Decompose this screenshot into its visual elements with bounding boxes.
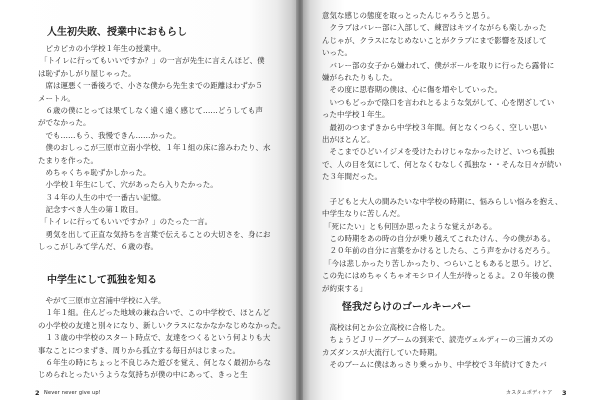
body-text-line: 小学校１年生にして、穴があったら入りたかった。 (45, 180, 218, 190)
running-title: カスタムボディケア (506, 390, 553, 396)
left-page (0, 0, 297, 400)
body-text-line: ６年生の時にちょっと不良じみた遊びを覚え、何となく最初からな (45, 357, 271, 367)
body-text-line: でも……もう、我慢できん……かった。 (45, 130, 181, 140)
body-text-line: カズダンスが大流行していた時期。 (322, 347, 442, 357)
body-text-line: そのブームに僕はあっさり乗っかり、中学校で３年続けてきたバ (329, 360, 547, 370)
body-text-line: 出がほとんど。 (322, 134, 375, 144)
body-text-line: ピカピカの小学校１年生の授業中。 (45, 44, 166, 53)
section-body-first-failure (38, 43, 271, 254)
body-text-line: 嫌がられたりもした。 (322, 72, 397, 82)
body-text-line: 僕のおしっこが三原市立南小学校、１年１組の床に滲みわたり、水 (45, 143, 271, 153)
body-text-line: 勇気を出して正直な気持ちを言葉で伝えることの大切さを、身にお (45, 229, 271, 239)
section-body-middle-school (38, 295, 285, 382)
body-text-line: 子どもと大人の間みたいな中学校の時期に、悩みらしい悩みを抱え、 (329, 196, 563, 206)
body-text-line: いった。 (322, 48, 352, 58)
page-number: 2 (35, 389, 40, 397)
body-text-line: がでなかった。 (38, 118, 91, 128)
body-text-line: １年１組。住んどった地域の兼ね合いで、この中学校で、ほとんど (45, 308, 271, 318)
body-text-line: やがて三原市立宮浦中学校に入学。 (45, 296, 166, 305)
body-text-line: 記念すべき人生の第１敗目。 (45, 205, 143, 215)
body-text-line: この先にはめちゃくちゃオモシロイ人生が待っとるよ。２０年後の僕 (322, 271, 555, 281)
section-heading-goalkeeper: 怪我だらけのゴールキーパー (342, 302, 472, 313)
body-text-line: 事なことにつまずき、周りから孤立する毎日がはじまった。 (38, 345, 241, 355)
body-text-line: いつもどっかで陰口を言われとるような気がして、心を閉ざしてい (329, 97, 555, 107)
section-heading-middle-school: 中学生にして孤独を知る (47, 275, 157, 286)
body-text-line: メートル。 (38, 93, 75, 103)
body-text-line: ２０年前の自分に言葉をかけるとしたら、こう声をかけるだろう。 (329, 246, 555, 256)
running-title: Never never give up! (44, 390, 101, 396)
body-text-line: ６歳の僕にとっては果てしなく遠く遠く感じて……どうしても声 (45, 105, 263, 115)
body-text-line: その度に思春期の僕は、心に傷を増やしていった。 (329, 85, 502, 95)
body-text-line: が約束する」 (322, 283, 367, 293)
body-text-line: で、人の目を気にして、何となくむなしく孤独な・・そんな日々が続い (322, 159, 562, 169)
page-number: 3 (562, 389, 567, 397)
body-text-line: 「死にたい」とも何回か思ったような覚えがある。 (324, 221, 497, 231)
body-text-line: たまりを作った。 (38, 155, 98, 165)
body-text-line: 最初のつまずきから中学校３年間。何となくつらく、空しい思い (329, 122, 547, 132)
body-text-line: 席は運悪く一番後ろで、小さな僕から先生までの距離はわずか５ (45, 81, 263, 91)
body-text-line: １３歳の中学校のスタート時点で、友達をつくるという何よりも大 (45, 333, 271, 343)
body-text-line: 中学生なりに苦しんだ。 (322, 209, 405, 219)
body-text-line: た３年間だった。 (322, 172, 382, 182)
body-text-line: そこまでひどいイジメを受けたわけじゃなかったけど、いつも孤独 (329, 147, 555, 157)
body-text-line: 「今は悲しかったり苦しかったり、つらいこともあると思う。けど、 (324, 258, 557, 268)
body-text-line: ３４年の人生の中で一番古い記憶。 (45, 192, 166, 202)
body-text-line: クラブはバレー部に入部して、練習はキツイながらも楽しかった (329, 23, 547, 33)
body-text-line: の小学校の友達と別々になり、新しいクラスになかなかなじめなかった。 (38, 320, 286, 330)
body-text-line: しっこがしみて学んだ、６歳の春。 (38, 242, 158, 252)
body-text-line: は恥ずかしがり屋じゃった。 (38, 68, 136, 78)
section-body-goalkeeper (322, 322, 553, 372)
body-text-line: 意気な感じの態度を取っとったんじゃろうと思う。 (322, 11, 495, 20)
right-page (303, 0, 600, 400)
body-text-line: 「トイレに行ってもいいですか？」の一言が先生に言えんほど、僕 (40, 56, 265, 66)
body-text-line: めちゃくちゃ恥ずかしかった。 (45, 167, 151, 177)
body-text-line: ちょうどＪリーグブームの到来で、読売ヴェルディーの三浦カズの (329, 335, 554, 345)
body-text-line: バレー部の女子から嫌われて、僕がボールを取りに行ったら露骨に (329, 60, 555, 70)
section-heading-first-failure: 人生初失敗、授業中におもらし (47, 27, 187, 38)
body-text-line: んじゃが、クラスになじめないことがクラブにまで影響を及ぼして (322, 35, 547, 45)
body-text-line: 「トイレに行ってもいいですか？」のたった一言。 (40, 217, 213, 227)
body-text-line: この時期をあの時の自分が乗り越えてこれたけん、今の僕がある。 (329, 234, 555, 244)
section-body-continued (322, 10, 562, 295)
body-text-line: 高校は何とか公立高校に合格した。 (329, 323, 450, 332)
body-text-line: じめられとったいうような気持ちが僕の中にあって、きっと生 (38, 370, 248, 380)
body-text-line: った中学校１年生。 (322, 110, 390, 120)
